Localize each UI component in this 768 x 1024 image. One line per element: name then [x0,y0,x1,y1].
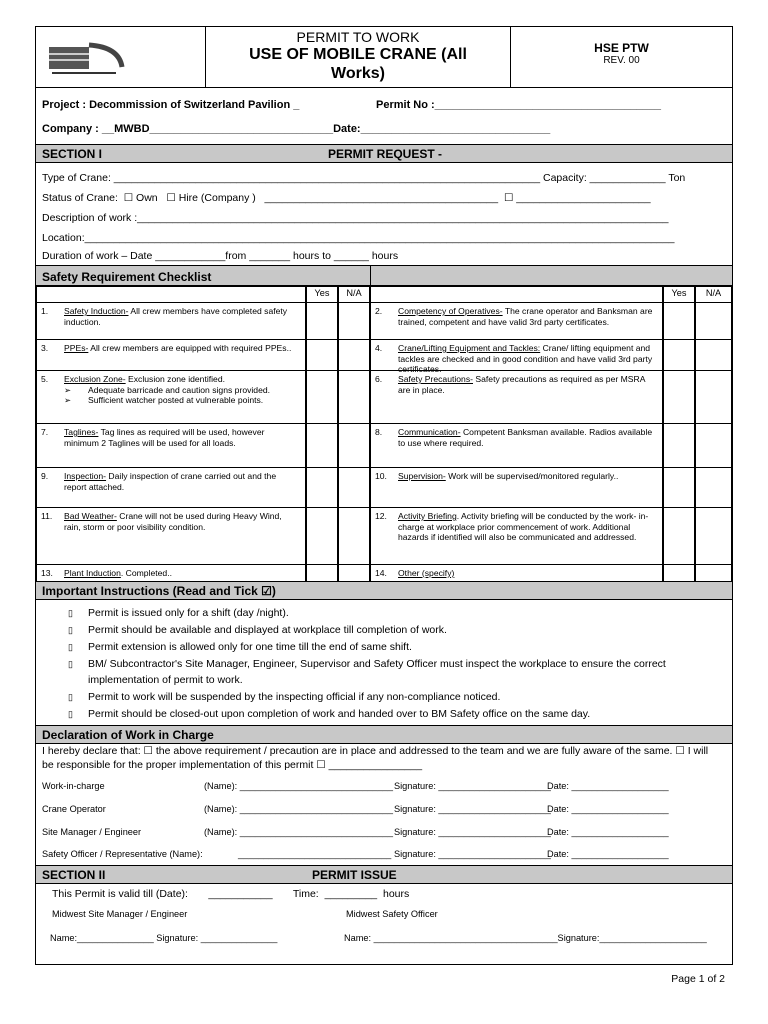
item-text [64,374,300,406]
subpoint-text: Adequate barricade and caution signs provided. [88,384,271,395]
instruction-item [68,639,698,655]
company-logo-icon [44,39,134,79]
item-description: Crane will not be used during Heavy Wind, rain, storm or poor visibility condition. [64,511,282,532]
tick-box-icon[interactable]: ▯ [68,659,73,669]
left-issuer-signature[interactable]: Name:_______________ Signature: _______________ [50,933,278,943]
item-number: 12. [375,511,387,521]
instruction-text: Permit should be available and displayed at workplace till completion of work. [88,624,447,636]
hours-label: hours [382,888,410,900]
role-label: Site Manager / Engineer [42,827,142,837]
instruction-item [68,622,698,638]
item-heading: Bad Weather- [64,511,117,521]
item-description: Safety precautions as required as per MSRA are in place. [398,374,645,395]
instruction-item [68,689,698,705]
signature-field[interactable]: Signature: ______________________ [394,827,551,837]
instructions-band [36,581,732,600]
code-cell [511,27,732,87]
checklist-band [36,265,732,286]
item-subpoint [64,395,300,406]
na-checkbox-left-1[interactable] [338,339,370,371]
yes-checkbox-left-6[interactable] [306,564,338,582]
section-2-title: PERMIT ISSUE [312,868,397,882]
signature-field[interactable]: Signature: ______________________ [394,849,551,859]
item-description: Exclusion zone identified. [125,374,225,384]
yes-label-right: Yes [671,288,687,298]
item-heading: Taglines- [64,427,99,437]
name-field[interactable]: ______________________________ [238,849,392,859]
item-text [64,343,300,354]
item-subpoint [64,385,300,396]
declaration-signatures [36,777,732,867]
right-issuer-role: Midwest Safety Officer [346,909,438,919]
item-description: Tag lines as required will be used, however minimum 2 Taglines will be used for all loads. [64,427,265,448]
item-description: Competent Banksman available. Radios available to use where required. [398,427,653,448]
yes-checkbox-right-4[interactable] [663,467,695,508]
item-text [64,471,300,492]
item-number: 9. [41,471,49,481]
declaration-text: I hereby declare that: ☐ the above requirement / precaution are in place and addressed to the team and we are fully aware of the same. ☐ I will be responsible for the proper implementation of this permit ☐ ________________ [42,745,709,771]
item-text [64,568,300,579]
item-number: 7. [41,427,49,437]
item-heading: Exclusion Zone- [64,374,126,384]
yes-checkbox-right-3[interactable] [663,423,695,468]
item-number: 8. [375,427,383,437]
time-label: Time: [292,888,319,900]
na-checkbox-left-5[interactable] [338,507,370,565]
item-heading: Competency of Operatives- [398,306,503,316]
item-number: 14. [375,568,387,578]
crane-status-row [42,192,651,204]
own-label: Own [136,192,158,204]
item-text [64,306,300,327]
tick-box-icon[interactable]: ▯ [68,642,73,652]
instruction-text: Permit should be closed-out upon completion of work and handed over to BM Safety office on the same day. [88,708,591,720]
yes-checkbox-left-5[interactable] [306,507,338,565]
section-1-band [36,144,732,163]
crane-type-field[interactable]: Type of Crane: _________________________________________________________________________ Capacity: _____________ Ton [42,172,686,184]
title-cell [206,27,511,87]
logo-cell [36,27,206,87]
yes-checkbox-right-2[interactable] [663,370,695,424]
item-text [398,471,657,482]
item-description: . Completed.. [120,568,172,578]
item-heading: Plant Induction [64,568,121,578]
own-checkbox[interactable]: ☐ [120,192,137,204]
na-checkbox-right-6[interactable] [695,564,732,582]
duration-field[interactable]: Duration of work – Date ____________from _______ hours to ______ hours [42,250,399,262]
form-code: HSE PTW [594,41,649,55]
name-field[interactable]: (Name): ______________________________ [204,804,394,814]
date-field[interactable]: Date: ___________________ [547,781,669,791]
item-heading: PPEs- [64,343,89,353]
yes-checkbox-right-5[interactable] [663,507,695,565]
validity-row [52,888,409,900]
instructions-list [36,605,732,725]
item-number: 2. [375,306,383,316]
declaration-band [36,725,732,744]
tick-box-icon[interactable]: ▯ [68,608,73,618]
arrow-bullet-icon: ➢ [64,395,72,405]
status-label: Status of Crane: [42,192,118,204]
section-1-label: SECTION I [42,147,103,161]
checklist-grid [36,286,732,582]
item-heading: Communication- [398,427,461,437]
na-checkbox-right-2[interactable] [695,370,732,424]
item-heading: Crane/Lifting Equipment and Tackles: [398,343,541,353]
item-number: 10. [375,471,387,481]
other-field[interactable]: _______________________ [516,192,651,204]
form-rev: REV. 00 [603,55,640,66]
project-field[interactable]: Project : Decommission of Switzerland Pavilion _ [42,99,300,111]
item-number: 1. [41,306,49,316]
hire-company-field[interactable]: ________________________________________ [264,192,499,204]
yes-checkbox-left-2[interactable] [306,370,338,424]
item-description: All crew members have completed safety induction. [64,306,288,327]
section-2-band [36,865,732,884]
instruction-text: Permit to work will be suspended by the inspecting official if any non-compliance noticed. [88,691,501,703]
hire-checkbox[interactable]: ☐ [160,192,179,204]
valid-till-label: This Permit is valid till (Date): [52,888,188,900]
permit-form [35,26,733,965]
yes-checkbox-left-4[interactable] [306,467,338,508]
checklist-header-right [370,286,663,303]
date-field[interactable]: Date: ___________________ [547,804,669,814]
yes-checkbox-left-1[interactable] [306,339,338,371]
na-label-left: N/A [346,288,362,298]
description-field[interactable]: Description of work :___________________________________________________________________________________________ [42,212,669,224]
signature-field[interactable]: Signature: ______________________ [394,781,551,791]
section-1-title: PERMIT REQUEST - [328,147,443,161]
subpoint-text: Sufficient watcher posted at vulnerable points. [88,395,264,405]
instruction-text: Permit is issued only for a shift (day /night). [88,607,289,619]
item-heading: Activity Briefing [398,511,457,521]
name-field[interactable]: (Name): ______________________________ [204,781,394,791]
time-field[interactable]: _________ [321,888,381,900]
title-top: PERMIT TO WORK [296,29,420,45]
na-checkbox-left-6[interactable] [338,564,370,582]
valid-date-field[interactable]: ___________ [190,888,291,900]
role-label: Safety Officer / Representative (Name): [42,849,203,859]
page-number: Page 1 of 2 [671,973,725,985]
item-number: 6. [375,374,383,384]
item-number: 5. [41,374,49,384]
item-heading: Safety Induction- [64,306,129,316]
na-checkbox-right-0[interactable] [695,302,732,340]
item-description: . Activity briefing will be conducted by the work- in-charge at workplace prior commencement of work. Additional hazards if identified will also be communicated and addressed. [398,511,649,542]
declaration-title: Declaration of Work in Charge [42,728,214,742]
na-checkbox-left-0[interactable] [338,302,370,340]
other-checkbox[interactable]: ☐ [501,192,517,204]
instructions-title: Important Instructions (Read and Tick ☑) [42,584,276,598]
yes-checkbox-right-6[interactable] [663,564,695,582]
item-description: Work will be supervised/monitored regularly.. [445,471,619,481]
na-checkbox-left-2[interactable] [338,370,370,424]
item-heading: Safety Precautions- [398,374,473,384]
tick-box-icon[interactable]: ▯ [68,709,73,719]
na-checkbox-right-3[interactable] [695,423,732,468]
yes-checkbox-right-1[interactable] [663,339,695,371]
instruction-text: Permit extension is allowed only for one time till the end of same shift. [88,641,412,653]
instruction-item [68,605,698,621]
arrow-bullet-icon: ➢ [64,384,72,395]
date-field[interactable]: Date: ___________________ [547,827,669,837]
item-description: Crane/ lifting equipment and tackles are checked and in good condition and have valid 3rd party certificates. [398,343,653,374]
na-checkbox-right-5[interactable] [695,507,732,565]
item-text [398,374,657,395]
role-label: Crane Operator [42,804,106,814]
instruction-item [68,706,698,722]
na-checkbox-right-4[interactable] [695,467,732,508]
role-label: Work-in-charge [42,781,105,791]
signature-field[interactable]: Signature: ______________________ [394,804,551,814]
section-2-label: SECTION II [42,868,106,882]
na-label-right: N/A [705,288,722,298]
yes-label-left: Yes [314,288,330,298]
na-checkbox-left-3[interactable] [338,423,370,468]
item-number: 13. [41,568,53,578]
yes-checkbox-left-0[interactable] [306,302,338,340]
item-number: 11. [41,511,53,521]
instruction-text: BM/ Subcontractor's Site Manager, Engineer, Supervisor and Safety Officer must inspect the workplace to ensure the correct implementation of permit to work. [88,658,666,686]
item-text [398,511,657,543]
location-field[interactable]: Location:_____________________________________________________________________________________________________ [42,232,675,244]
yes-checkbox-right-0[interactable] [663,302,695,340]
left-issuer-role: Midwest Site Manager / Engineer [52,909,188,919]
checklist-title: Safety Requirement Checklist [42,270,212,284]
permit-no-field[interactable]: Permit No :_____________________________________ [376,99,662,111]
yes-checkbox-left-3[interactable] [306,423,338,468]
item-description: All crew members are equipped with required PPEs.. [88,343,292,353]
right-issuer-signature[interactable]: Name: ____________________________________Signature:_____________________ [344,933,707,943]
item-description: Daily inspection of crane carried out and the report attached. [64,471,277,492]
checklist-header-left [36,286,306,303]
name-field[interactable]: (Name): ______________________________ [204,827,394,837]
item-text [64,427,300,448]
hire-label: Hire (Company ) [178,192,256,204]
item-heading: Supervision- [398,471,446,481]
item-text [64,511,300,532]
item-description: The crane operator and Banksman are trained, competent and have valid 3rd party certificates. [398,306,653,327]
item-text [398,568,657,579]
item-text [398,306,657,327]
na-checkbox-right-1[interactable] [695,339,732,371]
na-checkbox-left-4[interactable] [338,467,370,508]
company-date-field[interactable]: Company : __MWBD______________________________Date:_______________________________ [42,123,551,135]
item-heading: Inspection- [64,471,107,481]
tick-box-icon[interactable]: ▯ [68,692,73,702]
tick-box-icon[interactable]: ▯ [68,625,73,635]
form-title: USE OF MOBILE CRANE (All Works) [249,46,467,82]
item-number: 4. [375,343,383,353]
item-heading: Other (specify) [398,568,455,578]
item-text [398,427,657,448]
instruction-item [68,656,698,688]
date-field[interactable]: Date: ___________________ [547,849,669,859]
item-number: 3. [41,343,49,353]
